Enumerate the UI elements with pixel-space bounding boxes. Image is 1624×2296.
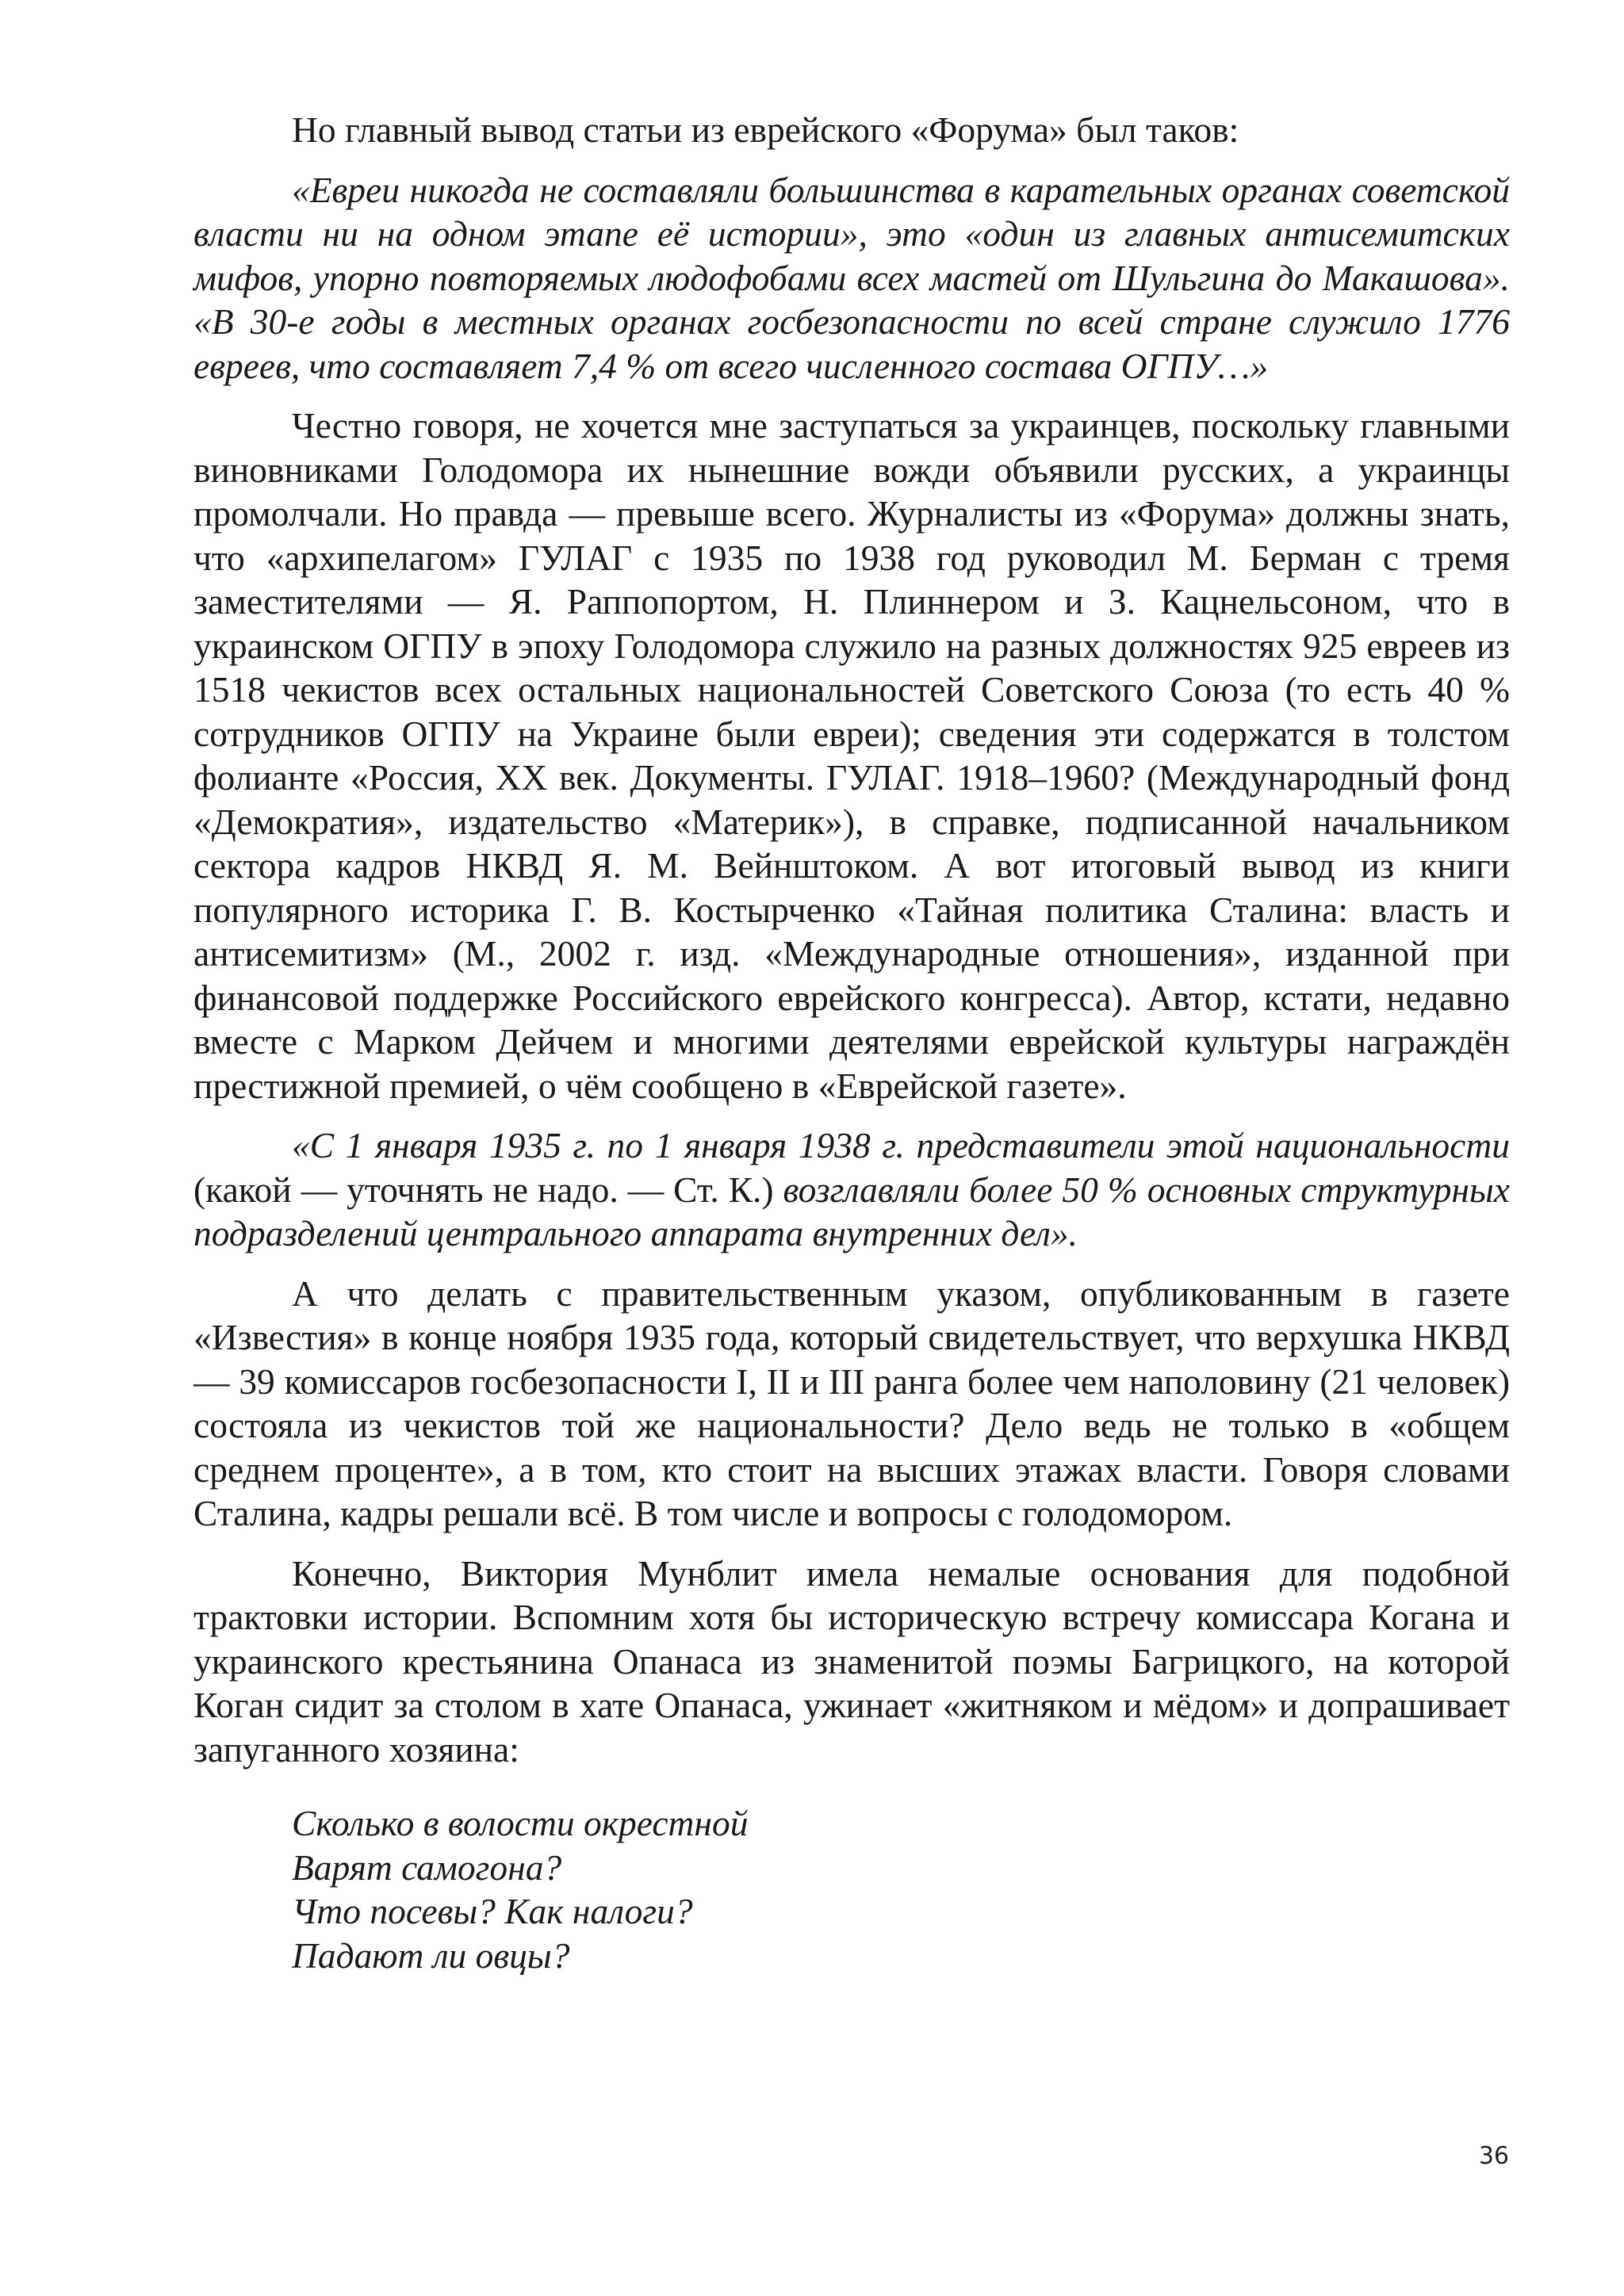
paragraph-6: Конечно, Виктория Мунблит имела немалые основания для подобной трактовки истории. Вспомним хотя бы историческую встречу комиссара Когана и украинского крестьянина Опанаса из знаменитой поэмы Багрицкого, на которой Коган сидит за столом в хате Опанаса, ужинает «житняком и мёдом» и допрашивает запуганного хозяина: — [193, 1552, 1510, 1770]
paragraph-1: Но главный вывод статьи из еврейского «Форума» был таков: — [292, 109, 1239, 150]
quote-author-remark: (какой — уточнять не надо. — Ст. К.) — [193, 1169, 783, 1210]
verse-line: Варят самогона? — [292, 1846, 562, 1888]
page-number: 36 — [1478, 2142, 1509, 2170]
verse-line: Что посевы? Как налоги? — [292, 1891, 693, 1931]
paragraph-5: А что делать с правительственным указом, опубликованным в газете «Известия» в конце ноября 1935 года, который свидетельствует, что верхушка НКВД — 39 комиссаров госбезопасности I, II и III ранга более чем наполовину (21 человек) состояла из чекистов той же национальности? Дело ведь не только в «общем среднем проценте», а в том, кто стоит на высших этажах власти. Говоря словами Сталина, кадры решали всё. В том числе и вопросы с голодомором. — [193, 1272, 1510, 1533]
quote-forum: «Евреи никогда не составляли большинства в карательных органах советской власти ни на одном этапе её истории», это «один из главных антисемитских мифов, упорно повторяемых людофобами всех мастей от Шульгина до Макашова». «В 30-е годы в местных органах госбезопасности по всей стране служило 1776 евреев, что составляет 7,4 % от всего численного состава ОГПУ…» — [193, 169, 1510, 386]
verse-line: Сколько в волости окрестной — [292, 1803, 749, 1843]
quote-kostyrchenko — [193, 1123, 1510, 1256]
document-body — [193, 108, 1510, 1977]
verse-line: Падают ли овцы? — [292, 1934, 570, 1976]
paragraph-3: Честно говоря, не хочется мне заступаться за украинцев, поскольку главными виновниками Голодомора их нынешние вожди объявили русских, а украинцы промолчали. Но правда — превыше всего. Журналисты из «Форума» должны знать, что «архипелагом» ГУЛАГ с 1935 по 1938 год руководил М. Берман с тремя заместителями — Я. Раппопортом, Н. Плиннером и З. Кацнельсоном, что в украинском ОГПУ в эпоху Голодомора служило на разных должностях 925 евреев из 1518 чекистов всех остальных национальностей Советского Союза (то есть 40 % сотрудников ОГПУ на Украине были евреи); сведения эти содержатся в толстом фолианте «Россия, XX век. Документы. ГУЛАГ. 1918–1960? (Международный фонд «Демократия», издательство «Материк»), в справке, подписанной начальником сектора кадров НКВД Я. М. Вейнштоком. А вот итоговый вывод из книги популярного историка Г. В. Костырченко «Тайная политика Сталина: власть и антисемитизм» (М., 2002 г. изд. «Международные отношения», изданной при финансовой поддержке Российского еврейского конгресса). Автор, кстати, недавно вместе с Марком Дейчем и многими деятелями еврейской культуры награждён престижной премией, о чём сообщено в «Еврейской газете». — [193, 405, 1510, 1106]
poem-excerpt — [292, 1801, 1510, 1977]
quote-italic-part-a: «С 1 января 1935 г. по 1 января 1938 г. представители этой национальности — [292, 1125, 1510, 1165]
quote-italic-part-b: возглавляли более 50 % основных структурных подразделений центрального аппарата внутренних дел». — [193, 1169, 1510, 1253]
